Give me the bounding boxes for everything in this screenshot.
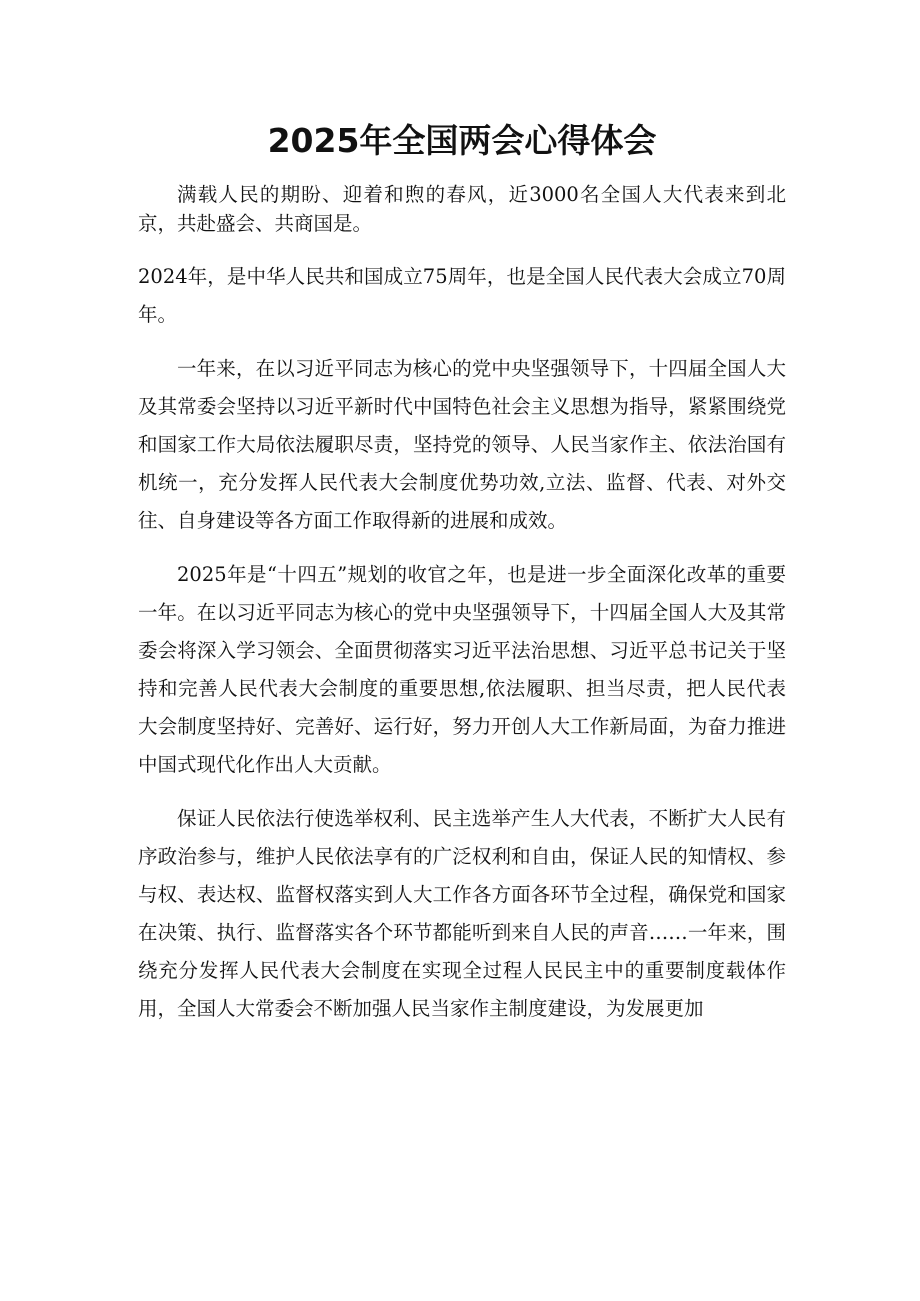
paragraph-intro: 满载人民的期盼、迎着和煦的春风，近3000名全国人大代表来到北京，共赴盛会、共商国是。 <box>138 183 786 235</box>
paragraph-democracy: 保证人民依法行使选举权利、民主选举产生人大代表，不断扩大人民有序政治参与，维护人民依法享有的广泛权利和自由，保证人民的知情权、参与权、表达权、监督权落实到人大工作各方面各环节全过程，确保党和国家在决策、执行、监督落实各个环节都能听到来自人民的声音……一年来，围绕充分发挥人民代表大会制度在实现全过程人民民主中的重要制度载体作用，全国人大常委会不断加强人民当家作主制度建设，为发展更加 <box>138 807 786 1020</box>
paragraph-2025-plan: 2025年是“十四五”规划的收官之年，也是进一步全面深化改革的重要一年。在以习近平同志为核心的党中央坚强领导下，十四届全国人大及其常委会将深入学习领会、全面贯彻落实习近平法治思想、习近平总书记关于坚持和完善人民代表大会制度的重要思想,依法履职、担当尽责，把人民代表大会制度坚持好、完善好、运行好，努力开创人大工作新局面，为奋力推进中国式现代化作出人大贡献。 <box>138 563 786 776</box>
document-body <box>138 118 786 1028</box>
paragraph-past-year: 一年来，在以习近平同志为核心的党中央坚强领导下，十四届全国人大及其常委会坚持以习近平新时代中国特色社会主义思想为指导，紧紧围绕党和国家工作大局依法履职尽责，坚持党的领导、人民当家作主、依法治国有机统一，充分发挥人民代表大会制度优势功效,立法、监督、代表、对外交往、自身建设等各方面工作取得新的进展和成效。 <box>138 357 786 532</box>
document-title: 2025年全国两会心得体会 <box>267 121 657 160</box>
paragraph-anniversary: 2024年，是中华人民共和国成立75周年，也是全国人民代表大会成立70周年。 <box>138 265 786 326</box>
